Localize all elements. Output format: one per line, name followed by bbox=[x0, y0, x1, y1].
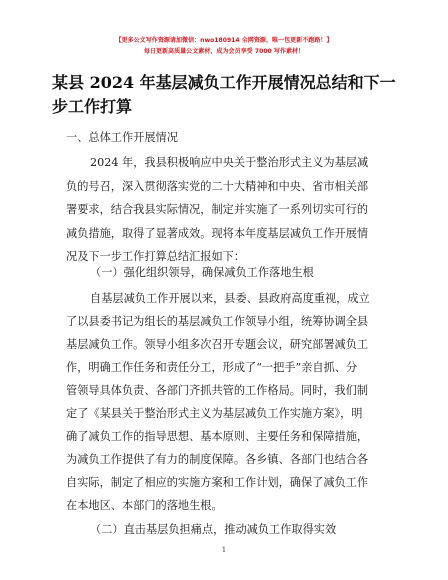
subsection-heading: （二）直击基层负担痛点，推动减负工作取得实效 bbox=[90, 523, 337, 536]
page-number: 1 bbox=[221, 546, 227, 554]
subsection-heading: （一）强化组织领导，确保减负工作落地生根 bbox=[90, 266, 314, 279]
document-title-line1: 某县 2024 年基层减负工作开展情况总结和下一 bbox=[52, 73, 396, 92]
paragraph-line: 自实际，制定了相应的实施方案和工作计划，确保了减负工作 bbox=[66, 476, 369, 489]
paragraph-line: 定了《某县关于整治形式主义为基层减负工作实施方案》，明 bbox=[66, 407, 363, 420]
section-heading: 一、总体工作开展情况 bbox=[66, 131, 178, 144]
paragraph-line: 在本地区、本部门的落地生根。 bbox=[66, 499, 223, 512]
paragraph-line: 减负措施，取得了显著成效。现将本年度基层减负工作开展情 bbox=[66, 227, 369, 240]
paragraph-line: 署要求，结合我县实际情况，制定并实施了一系列切实可行的 bbox=[66, 203, 369, 216]
paragraph-line: 2024 年，我县积极响应中央关于整治形式主义为基层减 bbox=[90, 156, 369, 169]
paragraph-line: 作，明确工作任务和责任分工，形成了“一把手”亲自抓、分 bbox=[66, 361, 358, 374]
promo-banner-line1: 【更多公文写作资源请加微信：nwo180914 全网资源，唯一包更新不跑路！】 bbox=[115, 37, 333, 44]
paragraph-line: 为减负工作提供了有力的制度保障。各乡镇、各部门也结合各 bbox=[66, 453, 369, 466]
document-title-line2: 步工作打算 bbox=[52, 97, 133, 116]
paragraph-line: 了以县委书记为组长的基层减负工作领导小组，统筹协调全县 bbox=[66, 315, 369, 328]
paragraph-line: 自基层减负工作开展以来，县委、县政府高度重视，成立 bbox=[90, 292, 370, 305]
paragraph-line: 基层减负工作。领导小组多次召开专题会议，研究部署减负工 bbox=[66, 338, 369, 351]
paragraph-line: 况及下一步工作打算总结汇报如下： bbox=[66, 250, 246, 263]
promo-banner-line2: 每日更新高质量公文素材，成为会员享受 7000 写作素材！ bbox=[143, 48, 305, 55]
paragraph-line: 负的号召，深入贯彻落实党的二十大精神和中央、省市相关部 bbox=[66, 180, 369, 193]
paragraph-line: 确了减负工作的指导思想、基本原则、主要任务和保障措施， bbox=[66, 430, 369, 443]
paragraph-line: 管领导具体负责、各部门齐抓共管的工作格局。同时，我们制 bbox=[66, 384, 369, 397]
